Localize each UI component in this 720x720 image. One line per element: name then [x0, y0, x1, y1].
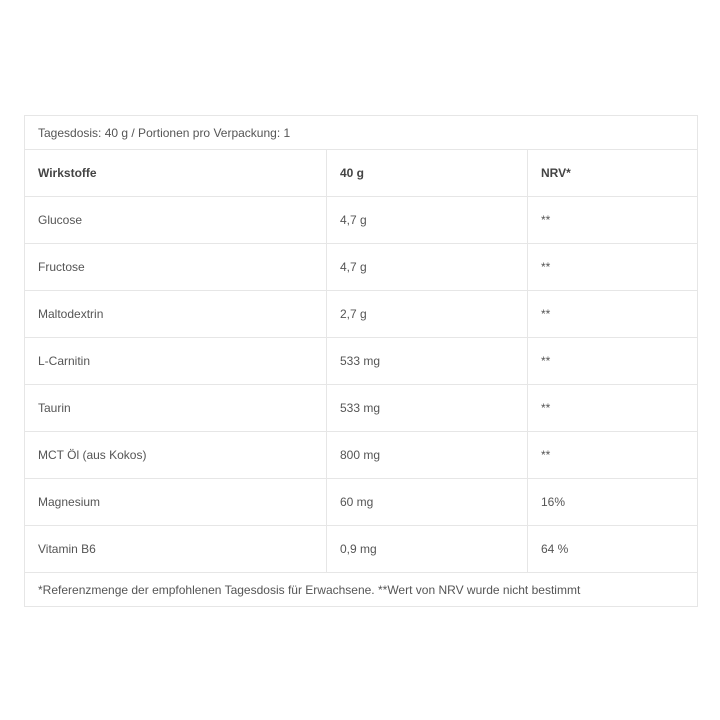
table-row — [25, 432, 698, 479]
ingredient-cell: Glucose — [25, 197, 327, 244]
amount-cell: 0,9 mg — [327, 526, 528, 573]
nrv-cell: ** — [528, 385, 698, 432]
footnote: *Referenzmenge der empfohlenen Tagesdosis für Erwachsene. **Wert von NRV wurde nicht bestimmt — [25, 573, 698, 607]
nrv-cell: ** — [528, 291, 698, 338]
ingredient-cell: Magnesium — [25, 479, 327, 526]
ingredient-cell: Fructose — [25, 244, 327, 291]
table-row — [25, 291, 698, 338]
nrv-cell: 64 % — [528, 526, 698, 573]
ingredient-cell: L-Carnitin — [25, 338, 327, 385]
table-row — [25, 244, 698, 291]
amount-cell: 533 mg — [327, 385, 528, 432]
ingredient-cell: Maltodextrin — [25, 291, 327, 338]
header-nrv: NRV* — [528, 150, 698, 197]
amount-cell: 60 mg — [327, 479, 528, 526]
table-row — [25, 526, 698, 573]
nutrition-table — [24, 115, 698, 607]
footnote-row — [25, 573, 698, 607]
nrv-cell: ** — [528, 197, 698, 244]
nrv-cell: 16% — [528, 479, 698, 526]
header-ingredient: Wirkstoffe — [25, 150, 327, 197]
dosage-caption: Tagesdosis: 40 g / Portionen pro Verpackung: 1 — [25, 116, 698, 150]
ingredient-cell: Vitamin B6 — [25, 526, 327, 573]
nrv-cell: ** — [528, 244, 698, 291]
table-header-row — [25, 150, 698, 197]
table-row — [25, 197, 698, 244]
amount-cell: 800 mg — [327, 432, 528, 479]
table-row — [25, 385, 698, 432]
dosage-row — [25, 116, 698, 150]
table-row — [25, 338, 698, 385]
ingredient-cell: Taurin — [25, 385, 327, 432]
table-row — [25, 479, 698, 526]
nrv-cell: ** — [528, 338, 698, 385]
amount-cell: 4,7 g — [327, 197, 528, 244]
ingredient-cell: MCT Öl (aus Kokos) — [25, 432, 327, 479]
amount-cell: 2,7 g — [327, 291, 528, 338]
amount-cell: 4,7 g — [327, 244, 528, 291]
header-amount: 40 g — [327, 150, 528, 197]
nrv-cell: ** — [528, 432, 698, 479]
amount-cell: 533 mg — [327, 338, 528, 385]
